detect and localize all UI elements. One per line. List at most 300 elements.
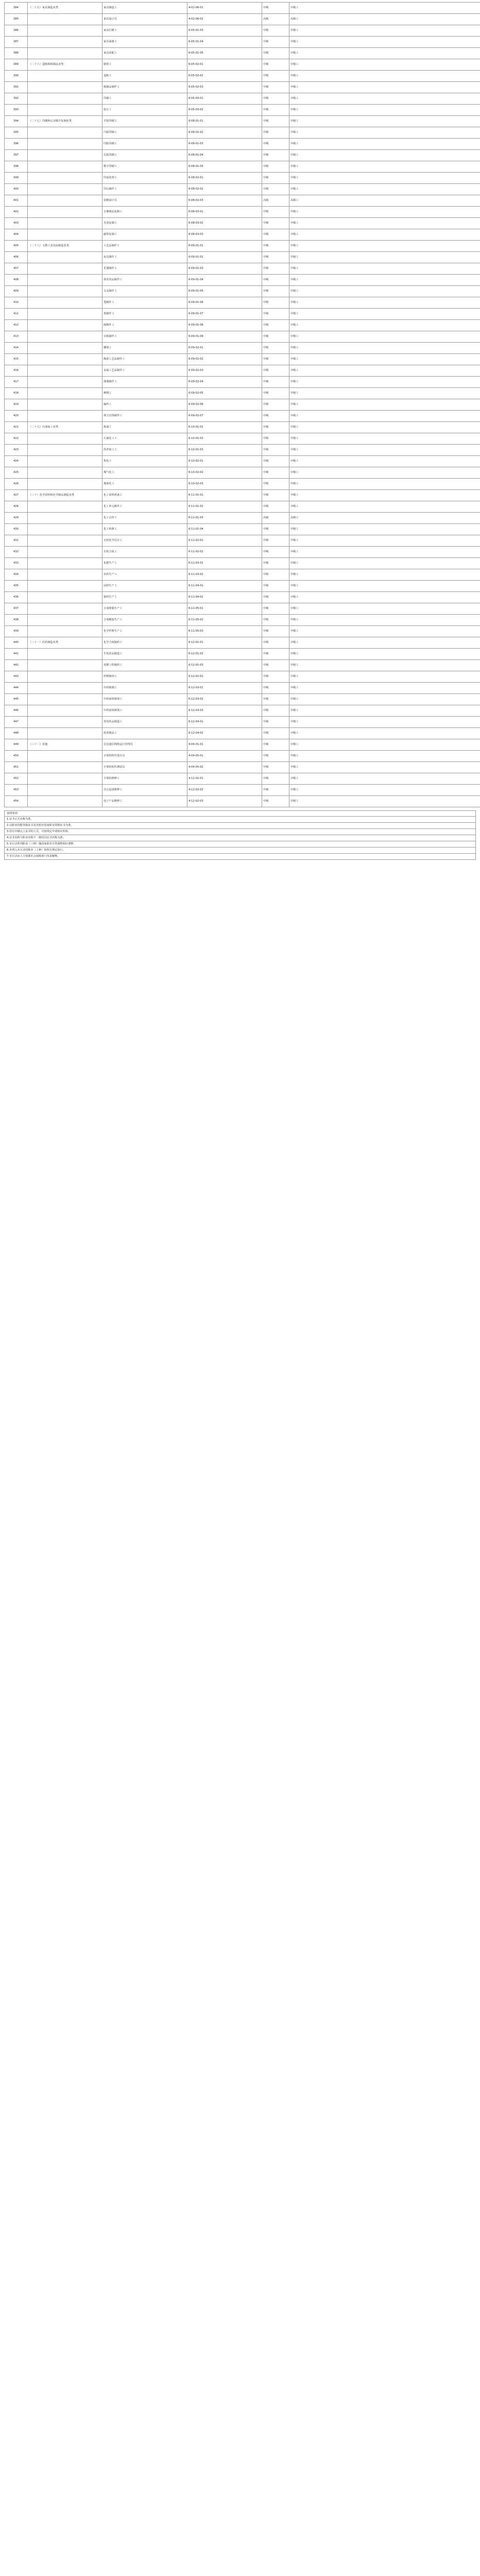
row-category	[28, 569, 102, 581]
row-number: 443	[5, 671, 28, 683]
row-occupation-code: 4-02-06-02	[187, 14, 262, 25]
row-occupation-name: 纸制品制作工	[102, 82, 187, 93]
row-note: 中级工	[289, 218, 480, 229]
row-occupation-code: 6-12-04-02	[187, 728, 262, 739]
row-note: 高级工	[289, 513, 480, 524]
row-number: 409	[5, 286, 28, 297]
note-item: 4.证书名称与职业名称不一致时以证书名称为准。	[4, 835, 476, 841]
row-note: 中级工	[289, 773, 480, 785]
note-item: 1.证书正式名称为准。	[4, 817, 476, 823]
row-note: 中级工	[289, 388, 480, 399]
row-note: 中级工	[289, 422, 480, 433]
row-occupation-name: 孔版印刷工	[102, 150, 187, 161]
table-row	[5, 411, 480, 422]
table-row	[5, 558, 480, 569]
table-row	[5, 569, 480, 581]
row-level: 中级	[262, 433, 289, 445]
row-category	[28, 581, 102, 592]
row-category	[28, 762, 102, 773]
row-level: 中级	[262, 105, 289, 116]
row-level: 中级	[262, 173, 289, 184]
row-category: （三十一）医药制造业类	[28, 637, 102, 649]
row-number: 403	[5, 218, 28, 229]
row-occupation-name: 砚制作工	[102, 320, 187, 331]
row-level: 中级	[262, 252, 289, 263]
row-note: 中级工	[289, 728, 480, 739]
table-row	[5, 501, 480, 513]
row-level: 中级	[262, 762, 289, 773]
row-number: 453	[5, 785, 28, 796]
row-note: 中级工	[289, 490, 480, 501]
row-category	[28, 297, 102, 309]
row-note: 中级工	[289, 762, 480, 773]
table-row	[5, 773, 480, 785]
row-note: 中级工	[289, 615, 480, 626]
row-occupation-code: 6-05-01-04	[187, 37, 262, 48]
row-note: 高级工	[289, 14, 480, 25]
table-row	[5, 671, 480, 683]
row-number: 423	[5, 445, 28, 456]
row-number: 436	[5, 592, 28, 603]
row-level: 中级	[262, 48, 289, 59]
occupation-table	[4, 2, 480, 807]
row-occupation-code: 6-12-03-03	[187, 705, 262, 717]
row-occupation-code: 6-10-02-03	[187, 479, 262, 490]
row-occupation-name: 宣纸制作工	[102, 331, 187, 343]
table-row	[5, 660, 480, 671]
row-note: 中级工	[289, 683, 480, 694]
row-note: 中级工	[289, 796, 480, 807]
row-occupation-name: 印后制作工	[102, 184, 187, 195]
row-number: 411	[5, 309, 28, 320]
row-note: 中级工	[289, 297, 480, 309]
row-number: 422	[5, 433, 28, 445]
row-number: 391	[5, 82, 28, 93]
row-occupation-code: 6-09-01-05	[187, 286, 262, 297]
row-category	[28, 275, 102, 286]
row-category	[28, 331, 102, 343]
row-occupation-code: 6-08-03-01	[187, 207, 262, 218]
row-occupation-code: 6-08-01-04	[187, 150, 262, 161]
row-number: 446	[5, 705, 28, 717]
row-number: 404	[5, 229, 28, 241]
table-row	[5, 422, 480, 433]
row-occupation-code: 6-11-01-02	[187, 501, 262, 513]
row-note: 中级工	[289, 649, 480, 660]
row-level: 中级	[262, 728, 289, 739]
row-level: 中级	[262, 241, 289, 252]
table-row	[5, 637, 480, 649]
row-level: 中级	[262, 388, 289, 399]
row-occupation-name: 装订工	[102, 105, 187, 116]
row-occupation-code: 6-11-02-01	[187, 535, 262, 547]
table-row	[5, 184, 480, 195]
table-row	[5, 105, 480, 116]
table-row	[5, 728, 480, 739]
table-row	[5, 229, 480, 241]
row-occupation-code: 6-11-03-02	[187, 569, 262, 581]
row-occupation-code: 6-10-01-01	[187, 422, 262, 433]
row-occupation-code: 6-09-01-02	[187, 252, 262, 263]
row-number: 427	[5, 490, 28, 501]
row-category	[28, 127, 102, 139]
row-occupation-code: 6-12-01-01	[187, 637, 262, 649]
row-note: 中级工	[289, 445, 480, 456]
row-note: 中级工	[289, 173, 480, 184]
row-occupation-code: 6-08-03-02	[187, 218, 262, 229]
row-number: 440	[5, 637, 28, 649]
row-number: 395	[5, 127, 28, 139]
row-level: 中级	[262, 297, 289, 309]
row-level: 中级	[262, 309, 289, 320]
row-occupation-code: 6-11-05-02	[187, 615, 262, 626]
row-occupation-name: 煤液化工	[102, 479, 187, 490]
row-number: 454	[5, 796, 28, 807]
row-note: 中级工	[289, 694, 480, 705]
row-occupation-name: 光盘复制工	[102, 218, 187, 229]
row-level: 中级	[262, 354, 289, 365]
row-level: 中级	[262, 93, 289, 105]
row-level: 中级	[262, 320, 289, 331]
row-occupation-name: 家具设计员	[102, 14, 187, 25]
row-occupation-code: 6-12-03-02	[187, 694, 262, 705]
row-category	[28, 649, 102, 660]
row-level: 中级	[262, 581, 289, 592]
row-note: 中级工	[289, 547, 480, 558]
row-number: 389	[5, 59, 28, 71]
row-category	[28, 796, 102, 807]
row-category	[28, 547, 102, 558]
row-level: 中级	[262, 615, 289, 626]
row-level: 中级	[262, 547, 289, 558]
row-occupation-name: 编织工	[102, 399, 187, 411]
row-number: 394	[5, 116, 28, 127]
row-occupation-name: 沥青加工工	[102, 445, 187, 456]
row-occupation-name: 珠宝首饰制作工	[102, 411, 187, 422]
row-level: 中级	[262, 773, 289, 785]
row-category	[28, 309, 102, 320]
row-number: 398	[5, 161, 28, 173]
row-level: 中级	[262, 127, 289, 139]
row-occupation-code: 6-11-05-01	[187, 603, 262, 615]
row-number: 418	[5, 388, 28, 399]
row-level: 中级	[262, 82, 289, 93]
row-occupation-code: 6-09-01-03	[187, 263, 262, 275]
row-occupation-name: 发酵工程制药工	[102, 660, 187, 671]
row-category	[28, 173, 102, 184]
row-occupation-name: 化工检修工	[102, 524, 187, 535]
row-level: 中级	[262, 184, 289, 195]
row-note: 中级工	[289, 456, 480, 467]
row-occupation-name: 数字印刷工	[102, 161, 187, 173]
table-row	[5, 286, 480, 297]
row-occupation-code: 6-12-03-01	[187, 683, 262, 694]
row-category: （三十二）其他	[28, 739, 102, 751]
row-number: 428	[5, 501, 28, 513]
row-occupation-name: 生化药品制造工	[102, 649, 187, 660]
row-level: 中级	[262, 501, 289, 513]
table-row	[5, 717, 480, 728]
row-level: 中级	[262, 660, 289, 671]
row-occupation-code: 6-10-02-02	[187, 467, 262, 479]
row-number: 448	[5, 728, 28, 739]
row-occupation-code: 6-09-02-01	[187, 343, 262, 354]
row-occupation-code: 6-08-02-02	[187, 184, 262, 195]
row-occupation-name: 染料生产工	[102, 592, 187, 603]
row-occupation-code: 6-09-01-04	[187, 275, 262, 286]
row-note: 中级工	[289, 127, 480, 139]
row-note: 中级工	[289, 82, 480, 93]
row-note: 中级工	[289, 751, 480, 762]
table-row	[5, 297, 480, 309]
row-number: 434	[5, 569, 28, 581]
row-category	[28, 139, 102, 150]
row-note: 中级工	[289, 626, 480, 637]
table-row	[5, 581, 480, 592]
row-number: 424	[5, 456, 28, 467]
row-occupation-name: 凸版印刷工	[102, 127, 187, 139]
row-occupation-code: 4-12-02-01	[187, 773, 262, 785]
row-level: 中级	[262, 626, 289, 637]
row-occupation-code: 6-11-01-04	[187, 524, 262, 535]
row-occupation-code: 6-10-01-03	[187, 445, 262, 456]
row-occupation-code: 6-11-05-03	[187, 626, 262, 637]
row-occupation-code: 6-12-01-02	[187, 649, 262, 660]
row-number: 405	[5, 241, 28, 252]
row-level: 中级	[262, 207, 289, 218]
row-category	[28, 252, 102, 263]
note-item: 3.持有中级以上证书的人员，可按规定申请相应补贴。	[4, 829, 476, 835]
row-level: 中级	[262, 377, 289, 388]
row-occupation-code: 6-09-02-02	[187, 354, 262, 365]
row-category: （二十七）印刷和记录媒介复制业类	[28, 116, 102, 127]
row-category	[28, 14, 102, 25]
note-item: 5.本目录所列职业（工种）随国家职业分类调整相应调整。	[4, 841, 476, 848]
row-level: 中级	[262, 399, 289, 411]
row-occupation-name: 雕刻工	[102, 343, 187, 354]
row-category	[28, 365, 102, 377]
row-occupation-name: 音像制品复制工	[102, 207, 187, 218]
row-occupation-code: 6-08-01-05	[187, 161, 262, 173]
row-level: 中级	[262, 717, 289, 728]
row-category	[28, 671, 102, 683]
row-number: 416	[5, 365, 28, 377]
row-note: 中级工	[289, 252, 480, 263]
row-note: 中级工	[289, 139, 480, 150]
row-occupation-code: 6-08-02-01	[187, 173, 262, 184]
row-occupation-name: 刺绣工	[102, 388, 187, 399]
row-number: 438	[5, 615, 28, 626]
row-note: 中级工	[289, 59, 480, 71]
table-row	[5, 388, 480, 399]
row-note: 中级工	[289, 558, 480, 569]
row-occupation-code: 6-05-03-02	[187, 105, 262, 116]
table-row	[5, 252, 480, 263]
row-number: 439	[5, 626, 28, 637]
row-number: 426	[5, 479, 28, 490]
table-row	[5, 218, 480, 229]
row-note: 中级工	[289, 524, 480, 535]
row-occupation-code: 6-11-03-01	[187, 558, 262, 569]
row-occupation-name: 计算机维修工	[102, 773, 187, 785]
row-occupation-name: 造纸工	[102, 71, 187, 82]
row-note: 中级工	[289, 603, 480, 615]
row-category	[28, 71, 102, 82]
row-category	[28, 399, 102, 411]
row-note: 中级工	[289, 184, 480, 195]
row-level: 中级	[262, 263, 289, 275]
row-category	[28, 717, 102, 728]
row-occupation-name: 化学合成制药工	[102, 637, 187, 649]
row-occupation-code: 6-09-02-04	[187, 377, 262, 388]
row-category	[28, 456, 102, 467]
row-category	[28, 161, 102, 173]
row-occupation-name: 农药生产工	[102, 569, 187, 581]
row-note: 中级工	[289, 207, 480, 218]
row-note: 中级工	[289, 150, 480, 161]
row-occupation-name: 制浆工	[102, 59, 187, 71]
row-note: 中级工	[289, 3, 480, 14]
row-occupation-name: 体育用品制作工	[102, 275, 187, 286]
row-level: 高级	[262, 195, 289, 207]
row-occupation-name: 墨制作工	[102, 309, 187, 320]
notes-title: 说明事项：	[4, 810, 476, 817]
table-row	[5, 751, 480, 762]
row-level: 中级	[262, 218, 289, 229]
row-level: 中级	[262, 705, 289, 717]
row-number: 425	[5, 467, 28, 479]
table-row	[5, 456, 480, 467]
row-level: 中级	[262, 467, 289, 479]
row-number: 384	[5, 3, 28, 14]
note-item: 7.本目录由人力资源社会保障部门负责解释。	[4, 854, 476, 860]
row-level: 中级	[262, 275, 289, 286]
table-row	[5, 365, 480, 377]
row-level: 中级	[262, 116, 289, 127]
table-row	[5, 490, 480, 501]
occupation-table-body	[5, 3, 480, 807]
table-row	[5, 547, 480, 558]
row-category	[28, 195, 102, 207]
table-row	[5, 626, 480, 637]
row-note: 中级工	[289, 479, 480, 490]
row-note: 中级工	[289, 275, 480, 286]
row-number: 402	[5, 207, 28, 218]
row-level: 中级	[262, 59, 289, 71]
row-level: 中级	[262, 139, 289, 150]
row-level: 中级	[262, 37, 289, 48]
row-occupation-name: 计算机程序设计员	[102, 751, 187, 762]
row-note: 中级工	[289, 467, 480, 479]
row-level: 中级	[262, 558, 289, 569]
row-number: 449	[5, 739, 28, 751]
row-level: 中级	[262, 785, 289, 796]
row-note: 中级工	[289, 71, 480, 82]
row-occupation-name: 装帧设计员	[102, 195, 187, 207]
row-number: 415	[5, 354, 28, 365]
row-category	[28, 105, 102, 116]
row-note: 高级工	[289, 195, 480, 207]
row-number: 419	[5, 399, 28, 411]
row-occupation-name: 平版印刷工	[102, 116, 187, 127]
row-number: 430	[5, 524, 28, 535]
row-occupation-code: 6-09-01-09	[187, 331, 262, 343]
row-occupation-name: 计算机软件测试员	[102, 762, 187, 773]
row-occupation-name: 药物制剂工	[102, 671, 187, 683]
row-number: 400	[5, 184, 28, 195]
row-number: 407	[5, 263, 28, 275]
row-level: 中级	[262, 456, 289, 467]
table-row	[5, 173, 480, 184]
row-category	[28, 728, 102, 739]
row-level: 中级	[262, 161, 289, 173]
row-occupation-name: 信息通信网络运行管理员	[102, 739, 187, 751]
row-occupation-code: 6-05-02-01	[187, 59, 262, 71]
row-note: 中级工	[289, 705, 480, 717]
row-category	[28, 229, 102, 241]
row-occupation-code: 6-09-01-08	[187, 320, 262, 331]
row-note: 中级工	[289, 161, 480, 173]
row-category	[28, 535, 102, 547]
row-number: 392	[5, 93, 28, 105]
row-note: 中级工	[289, 717, 480, 728]
row-category	[28, 343, 102, 354]
row-occupation-name: 化肥生产工	[102, 558, 187, 569]
row-occupation-code: 6-11-04-01	[187, 581, 262, 592]
row-note: 中级工	[289, 263, 480, 275]
row-note: 中级工	[289, 785, 480, 796]
table-row	[5, 309, 480, 320]
table-row	[5, 320, 480, 331]
row-occupation-name: 印刷工	[102, 93, 187, 105]
row-number: 385	[5, 14, 28, 25]
row-category	[28, 603, 102, 615]
row-occupation-code: 6-11-01-03	[187, 513, 262, 524]
row-level: 中级	[262, 343, 289, 354]
row-occupation-name: 化工单元操作工	[102, 501, 187, 513]
row-occupation-name: 家具打磨工	[102, 25, 187, 37]
row-number: 388	[5, 48, 28, 59]
row-category	[28, 207, 102, 218]
row-level: 高级	[262, 513, 289, 524]
row-occupation-name: 电子产品维修工	[102, 796, 187, 807]
row-occupation-name: 金属工艺品制作工	[102, 365, 187, 377]
table-row	[5, 592, 480, 603]
row-number: 435	[5, 581, 28, 592]
row-number: 386	[5, 25, 28, 37]
row-number: 441	[5, 649, 28, 660]
row-occupation-name: 乐器制作工	[102, 263, 187, 275]
table-row	[5, 116, 480, 127]
table-row	[5, 433, 480, 445]
row-number: 451	[5, 762, 28, 773]
row-level: 中级	[262, 751, 289, 762]
table-row	[5, 127, 480, 139]
row-note: 中级工	[289, 309, 480, 320]
row-category	[28, 513, 102, 524]
table-row	[5, 377, 480, 388]
row-occupation-code: 4-12-02-03	[187, 796, 262, 807]
row-number: 444	[5, 683, 28, 694]
table-row	[5, 59, 480, 71]
row-note: 中级工	[289, 365, 480, 377]
table-row	[5, 207, 480, 218]
row-category	[28, 615, 102, 626]
row-category: （二十六）造纸和纸制品业类	[28, 59, 102, 71]
row-occupation-name: 家具油漆工	[102, 37, 187, 48]
table-row	[5, 762, 480, 773]
row-occupation-code: 6-08-02-03	[187, 195, 262, 207]
